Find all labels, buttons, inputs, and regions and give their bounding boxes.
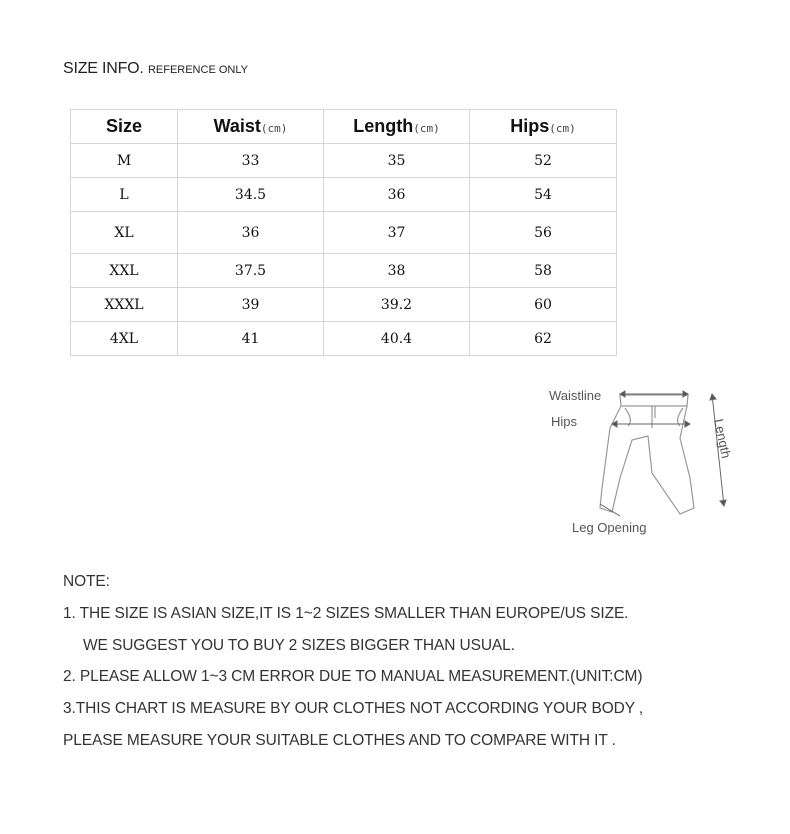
- notes-heading: NOTE:: [63, 573, 110, 590]
- header-length: Length(cm): [324, 110, 470, 144]
- cell-length: 36: [324, 178, 470, 212]
- cell-waist: 39: [178, 288, 324, 322]
- cell-size: M: [71, 144, 178, 178]
- cell-waist: 34.5: [178, 178, 324, 212]
- cell-size: XXL: [71, 254, 178, 288]
- cell-waist: 33: [178, 144, 324, 178]
- title-main: SIZE INFO.: [63, 60, 144, 77]
- table-row: [71, 288, 617, 322]
- cell-size: 4XL: [71, 322, 178, 356]
- header-waist: Waist(cm): [178, 110, 324, 144]
- cell-size: L: [71, 178, 178, 212]
- table-row: [71, 144, 617, 178]
- waistline-label: Waistline: [549, 388, 602, 403]
- cell-waist: 36: [178, 212, 324, 254]
- cell-hips: 58: [470, 254, 617, 288]
- cell-length: 37: [324, 212, 470, 254]
- note-line-1: 1. THE SIZE IS ASIAN SIZE,IT IS 1~2 SIZES SMALLER THAN EUROPE/US SIZE.: [63, 604, 629, 622]
- page-title: [63, 60, 248, 78]
- table-row: [71, 212, 617, 254]
- cell-size: XXXL: [71, 288, 178, 322]
- cell-hips: 52: [470, 144, 617, 178]
- size-table: [70, 109, 617, 356]
- table-row: [71, 254, 617, 288]
- cell-hips: 62: [470, 322, 617, 356]
- note-line-4: 3.THIS CHART IS MEASURE BY OUR CLOTHES NOT ACCORDING YOUR BODY ,: [63, 700, 644, 718]
- note-line-2: WE SUGGEST YOU TO BUY 2 SIZES BIGGER THAN USUAL.: [83, 636, 515, 654]
- table-header-row: [71, 110, 617, 144]
- header-hips: Hips(cm): [470, 110, 617, 144]
- notes-section: [63, 566, 643, 757]
- table-row: [71, 178, 617, 212]
- cell-length: 40.4: [324, 322, 470, 356]
- title-sub: REFERENCE ONLY: [147, 64, 248, 76]
- hips-label: Hips: [551, 414, 578, 429]
- pants-measurement-diagram: [540, 378, 750, 543]
- pants-outline-icon: [600, 395, 694, 514]
- header-size: Size: [71, 110, 178, 144]
- cell-size: XL: [71, 212, 178, 254]
- cell-length: 38: [324, 254, 470, 288]
- table-row: [71, 322, 617, 356]
- cell-length: 39.2: [324, 288, 470, 322]
- note-line-5: PLEASE MEASURE YOUR SUITABLE CLOTHES AND TO COMPARE WITH IT .: [63, 731, 616, 749]
- cell-waist: 41: [178, 322, 324, 356]
- cell-hips: 54: [470, 178, 617, 212]
- cell-waist: 37.5: [178, 254, 324, 288]
- cell-hips: 60: [470, 288, 617, 322]
- note-line-3: 2. PLEASE ALLOW 1~3 CM ERROR DUE TO MANUAL MEASUREMENT.(UNIT:CM): [63, 668, 643, 686]
- length-label: Length: [711, 417, 735, 460]
- cell-hips: 56: [470, 212, 617, 254]
- cell-length: 35: [324, 144, 470, 178]
- leg-opening-label: Leg Opening: [572, 520, 647, 535]
